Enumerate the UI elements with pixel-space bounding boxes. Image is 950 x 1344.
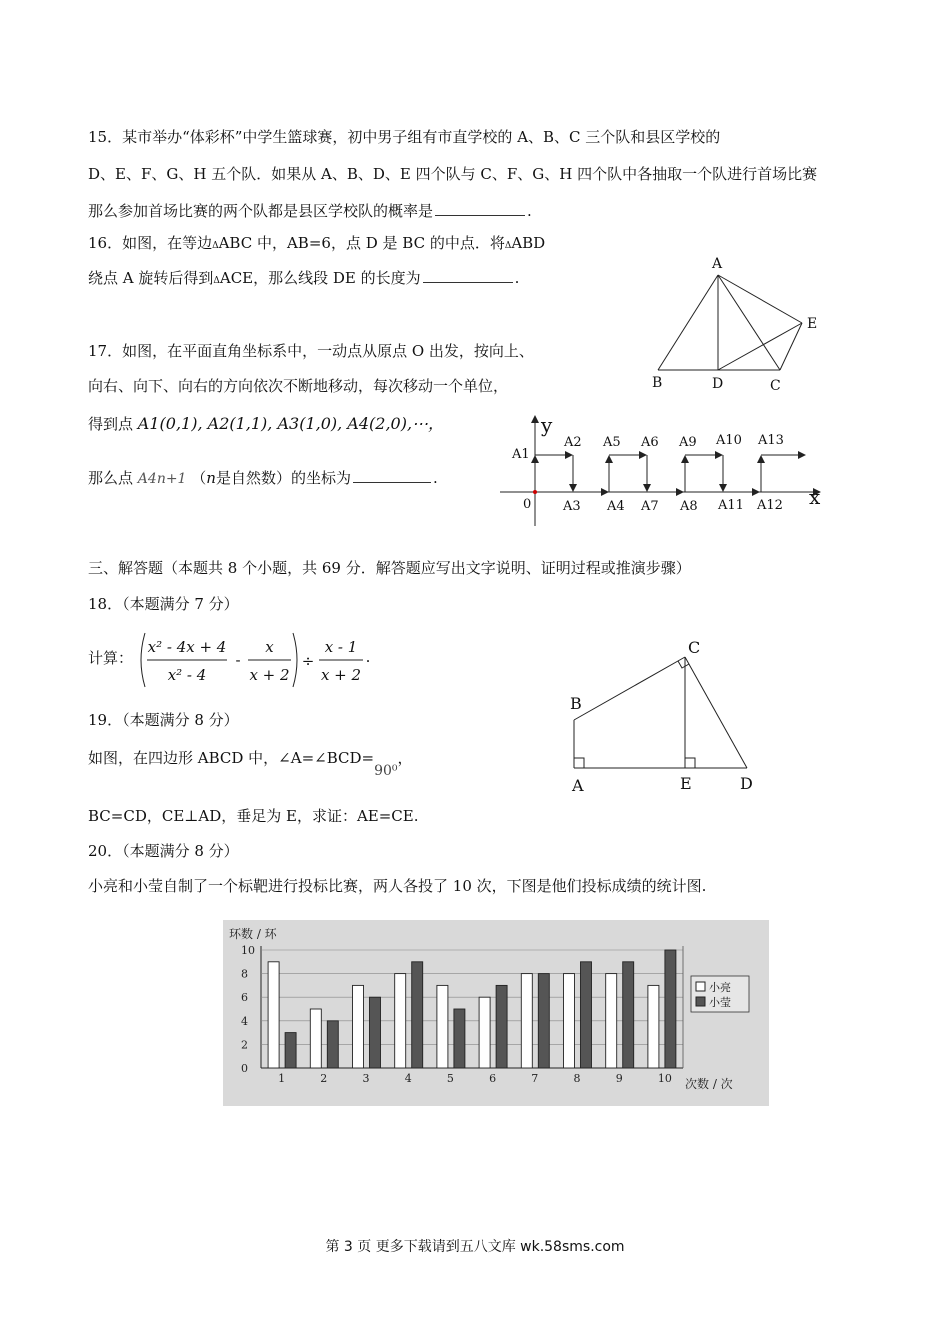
q17-text-b: 那么点 <box>88 469 134 487</box>
frac2-numerator: x <box>265 638 274 656</box>
frac2-denominator: x + 2 <box>249 666 290 684</box>
section-3-heading: 三、解答题（本题共 8 个小题，共 69 分．解答题应写出文字说明、证明过程或推演步骤） <box>88 559 691 577</box>
q16-text-b: ABC 中，AB=6，点 D 是 BC 的中点．将 <box>218 234 505 252</box>
q17-point-symbol: A4n+1 <box>137 471 187 487</box>
axis-y-label: y <box>541 413 553 437</box>
label-A9: A9 <box>679 435 697 450</box>
q20-heading: 20．（本题满分 8 分） <box>88 842 239 860</box>
label-A3: A3 <box>563 499 581 514</box>
q18-calc-label: 计算： <box>88 649 134 667</box>
bar-xiaoliang-8 <box>564 974 575 1068</box>
q17-text-d: 是自然数）的坐标为 <box>215 469 351 487</box>
q16-text-e: ACE，那么线段 DE 的长度为 <box>219 269 421 287</box>
bar-xiaoying-4 <box>412 962 423 1068</box>
label-D: D <box>740 774 753 793</box>
x-tick-label: 1 <box>278 1072 286 1085</box>
x-tick-label: 8 <box>573 1072 581 1085</box>
origin-label: 0 <box>523 497 532 512</box>
q17-line2: 向右、向下、向右的方向依次不断地移动，每次移动一个单位， <box>88 377 509 395</box>
end-dot: . <box>365 648 371 666</box>
x-tick-label: 6 <box>489 1072 497 1085</box>
q17-line3 <box>88 414 444 434</box>
q19-line1 <box>88 748 413 779</box>
bar-xiaoying-6 <box>496 985 507 1068</box>
q15-end: . <box>527 202 532 220</box>
label-A: A <box>712 256 723 272</box>
page-footer: 第 3 页 更多下载请到五八文库 wk.58sms.com <box>325 1239 625 1255</box>
q17-line4 <box>88 468 438 489</box>
bar-xiaoliang-6 <box>479 997 490 1068</box>
triangle-symbol: Δ <box>212 241 219 251</box>
legend-xiaoliang: 小亮 <box>709 981 731 994</box>
x-tick-label: 4 <box>404 1072 412 1085</box>
q17-line1: 17．如图，在平面直角坐标系中，一动点从原点 O 出发，按向上、 <box>88 342 534 360</box>
label-A8: A8 <box>680 499 698 514</box>
frac3-numerator: x - 1 <box>324 638 358 656</box>
y-tick-label: 0 <box>241 1062 248 1075</box>
label-C: C <box>688 638 701 657</box>
label-A5: A5 <box>603 435 621 450</box>
chart-xlabel: 次数 / 次 <box>685 1077 733 1091</box>
x-tick-label: 10 <box>657 1072 672 1085</box>
label-D: D <box>712 376 724 392</box>
x-tick-label: 9 <box>615 1072 623 1085</box>
q15-line1: 15．某市举办“体彩杯”中学生篮球赛，初中男子组有市直学校的 A、B、C 三个队和县区学校的 <box>88 128 721 146</box>
figure-19-quadrilateral <box>560 635 770 795</box>
bar-xiaoying-3 <box>370 997 381 1068</box>
y-tick-label: 6 <box>241 991 248 1005</box>
frac1-denominator: x² - 4 <box>167 666 207 684</box>
answer-blank[interactable] <box>353 470 431 483</box>
triangle-symbol: Δ <box>504 241 512 251</box>
q16-text-a: 16．如图，在等边 <box>88 234 213 252</box>
bar-xiaoliang-3 <box>353 985 364 1068</box>
q16-text-d: 绕点 A 旋转后得到 <box>88 269 214 287</box>
q15-line2: D、E、F、G、H 五个队．如果从 A、B、D、E 四个队与 C、F、G、H 四个队中各抽取一个队进行首场比赛 <box>88 165 818 183</box>
bar-xiaoliang-1 <box>268 962 279 1068</box>
label-A2: A2 <box>564 435 582 450</box>
chart-legend <box>691 976 749 1012</box>
q16-line1 <box>88 233 545 256</box>
answer-blank[interactable] <box>423 270 513 283</box>
bar-xiaoliang-9 <box>606 974 617 1068</box>
y-tick-label: 8 <box>241 967 248 981</box>
label-A6: A6 <box>641 435 659 450</box>
q19-text: 如图，在四边形 ABCD 中，∠A=∠BCD= <box>88 749 375 767</box>
q17-points: A1(0,1), A2(1,1), A3(1,0), A4(2,0),⋯， <box>137 414 445 433</box>
bar-xiaoliang-2 <box>310 1009 321 1068</box>
x-tick-label: 3 <box>362 1072 370 1085</box>
label-E: E <box>807 316 818 332</box>
q19-degree: 90⁰ <box>374 763 398 779</box>
label-C: C <box>770 378 781 394</box>
q19-line2: BC=CD，CE⊥AD，垂足为 E，求证：AE=CE. <box>88 807 419 825</box>
legend-swatch-xiaoliang <box>696 982 705 991</box>
label-A1: A1 <box>512 447 530 462</box>
answer-blank[interactable] <box>435 203 525 216</box>
label-A12: A12 <box>757 498 783 513</box>
x-tick-label: 7 <box>531 1072 539 1085</box>
bar-xiaoliang-4 <box>395 974 406 1068</box>
axis-x-label: x <box>809 485 821 509</box>
score-bar-chart <box>223 920 769 1106</box>
frac1-numerator: x² - 4x + 4 <box>147 638 227 656</box>
label-E: E <box>680 774 692 793</box>
y-tick-label: 10 <box>241 944 255 957</box>
legend-swatch-xiaoying <box>696 997 705 1006</box>
q18-expression <box>135 630 375 690</box>
chart-ylabel: 环数 / 环 <box>229 927 277 941</box>
q16-text-c: ABD <box>511 234 546 252</box>
q16-end: . <box>514 269 520 287</box>
legend-xiaoying: 小莹 <box>709 996 731 1009</box>
label-B: B <box>652 375 663 391</box>
q20-line1: 小亮和小莹自制了一个标靶进行投标比赛，两人各投了 10 次，下图是他们投标成绩的统计图. <box>88 877 707 895</box>
label-B: B <box>570 694 582 713</box>
divide-sign: ÷ <box>301 652 315 670</box>
bar-xiaoying-7 <box>538 974 549 1068</box>
label-A: A <box>572 776 584 795</box>
figure-17-path <box>495 408 835 526</box>
q17-text-c: （ <box>191 469 207 487</box>
q17-n: n <box>206 469 216 487</box>
bar-xiaoying-10 <box>665 950 676 1068</box>
q19-comma: ， <box>397 749 413 767</box>
q17-end: . <box>432 469 438 487</box>
minus-sign: - <box>235 651 241 669</box>
label-A10: A10 <box>716 433 742 448</box>
bar-xiaoliang-5 <box>437 985 448 1068</box>
label-A7: A7 <box>641 499 659 514</box>
q15-line3 <box>88 201 532 221</box>
q15-line3-text: 那么参加首场比赛的两个队都是县区学校队的概率是 <box>88 202 434 220</box>
triangle-symbol: Δ <box>213 276 220 286</box>
q19-heading: 19．（本题满分 8 分） <box>88 711 239 729</box>
bar-xiaoliang-7 <box>521 974 532 1068</box>
bar-xiaoying-1 <box>285 1033 296 1068</box>
figure-16-triangle <box>640 250 840 400</box>
x-tick-label: 5 <box>446 1072 454 1085</box>
q16-line2 <box>88 268 519 291</box>
bar-xiaoying-8 <box>581 962 592 1068</box>
frac3-denominator: x + 2 <box>320 666 362 684</box>
bar-xiaoying-2 <box>327 1021 338 1068</box>
label-A4: A4 <box>607 499 625 514</box>
bar-xiaoying-5 <box>454 1009 465 1068</box>
label-A11: A11 <box>718 498 744 513</box>
y-tick-label: 4 <box>241 1014 248 1028</box>
bar-xiaoying-9 <box>623 962 634 1068</box>
y-tick-label: 2 <box>241 1038 248 1052</box>
label-A13: A13 <box>758 433 784 448</box>
x-tick-label: 2 <box>320 1072 328 1085</box>
bar-xiaoliang-10 <box>648 985 659 1068</box>
q17-text-a: 得到点 <box>88 415 134 433</box>
q18-heading: 18．（本题满分 7 分） <box>88 595 239 613</box>
